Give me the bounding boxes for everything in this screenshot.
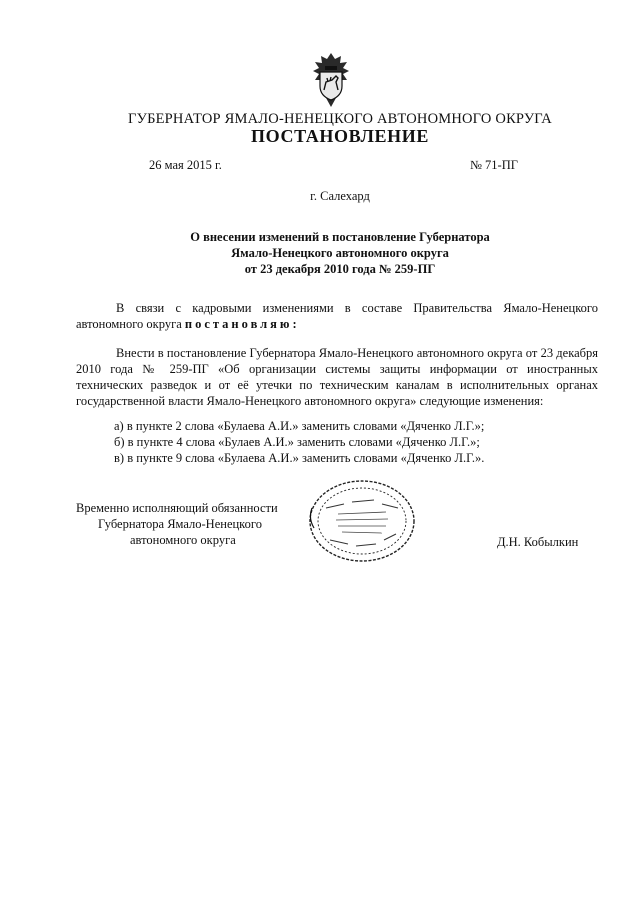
amendment-paragraph	[76, 345, 598, 409]
document-city: г. Салехард	[310, 189, 370, 203]
list-item: а) в пункте 2 слова «Булаева А.И.» заменить словами «Дяченко Л.Г.»;	[114, 419, 485, 433]
signatory-position	[76, 500, 278, 548]
amendment-list	[114, 418, 484, 466]
document-number: № 71-ПГ	[470, 158, 518, 172]
position-line-1: Временно исполняющий обязанности	[76, 501, 278, 515]
official-stamp-icon	[304, 478, 416, 564]
position-line-2: Губернатора Ямало-Ненецкого	[98, 517, 262, 531]
resolves-word: постановляю:	[184, 317, 300, 331]
document-date: 26 мая 2015 г.	[149, 158, 222, 172]
amendment-text: Внести в постановление Губернатора Ямало-Ненецкого автономного округа от 23 декабря 2010 года № 259-ПГ «Об организации системы защиты информации от иностранных технических разведок и от её утечки по техническим каналам в исполнительных органах государственной власти Ямало-Ненецкого автономного округа» следующие изменения:	[76, 346, 598, 408]
list-item: б) в пункте 4 слова «Булаев А.И.» заменить словами «Дяченко Л.Г.»;	[114, 435, 480, 449]
title-line-2: Ямало-Ненецкого автономного округа	[231, 246, 449, 260]
preamble-paragraph	[76, 300, 598, 332]
coat-of-arms-icon	[308, 52, 354, 108]
preamble-text: В связи с кадровыми изменениями в составе Правительства Ямало-Ненецкого автономного округа	[76, 301, 598, 331]
document-type: ПОСТАНОВЛЕНИЕ	[251, 126, 429, 146]
title-line-1: О внесении изменений в постановление Губернатора	[190, 230, 490, 244]
signatory-name: Д.Н. Кобылкин	[497, 535, 579, 549]
title-line-3: от 23 декабря 2010 года № 259-ПГ	[244, 262, 436, 276]
position-line-3: автономного округа	[130, 533, 236, 547]
issuing-authority: ГУБЕРНАТОР ЯМАЛО-НЕНЕЦКОГО АВТОНОМНОГО ОКРУГА	[128, 111, 552, 127]
list-item: в) в пункте 9 слова «Булаева А.И.» заменить словами «Дяченко Л.Г.».	[114, 451, 485, 465]
document-title	[0, 229, 640, 277]
